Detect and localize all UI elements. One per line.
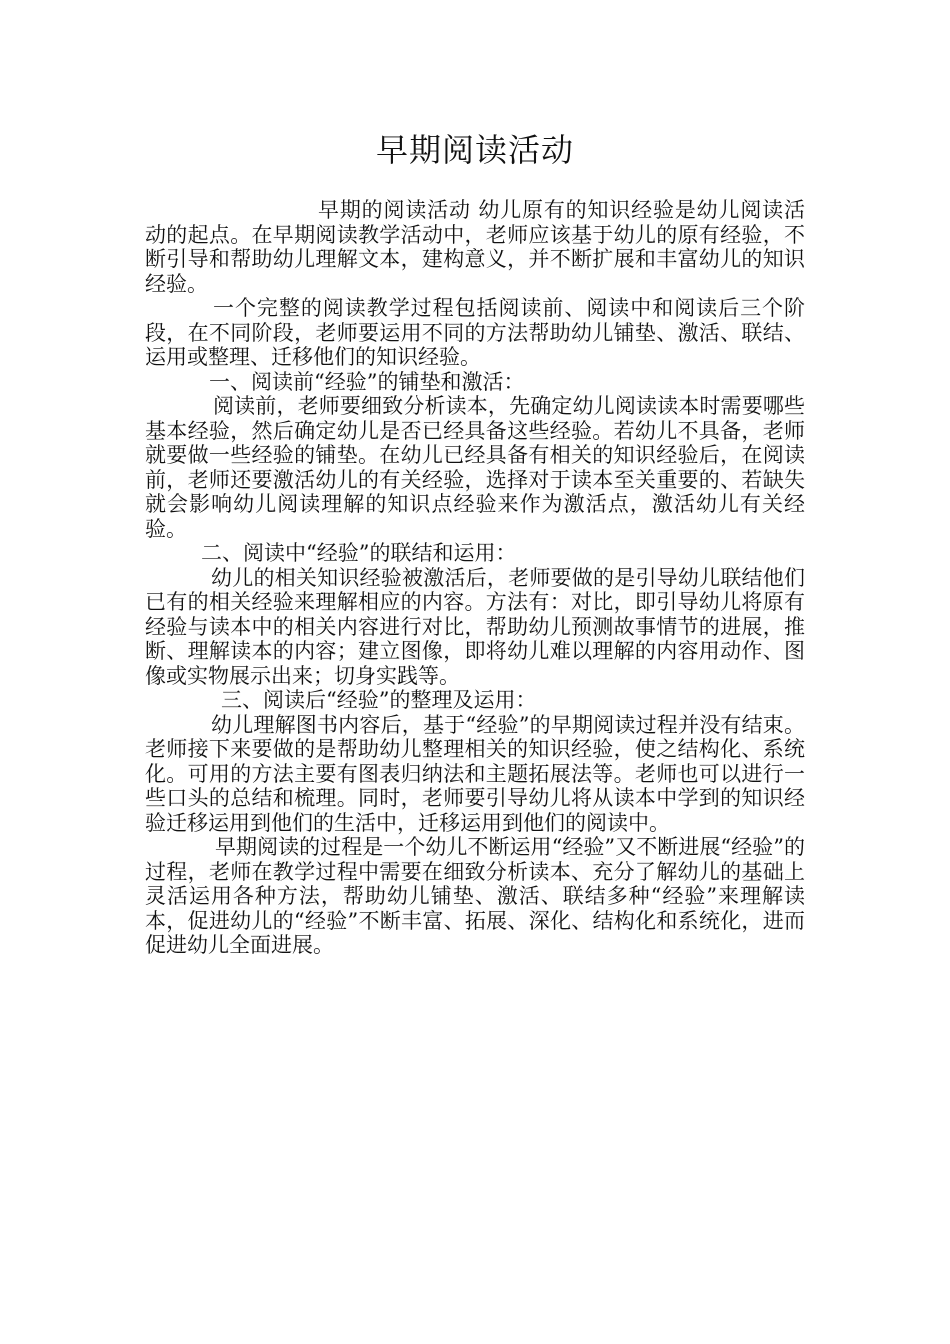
overview-paragraph: 一个完整的阅读教学过程包括阅读前、阅读中和阅读后三个阶段，在不同阶段，老师要运用不同的方法帮助幼儿铺垫、激活、联结、运用或整理、迁移他们的知识经验。 <box>145 296 805 369</box>
during-reading-paragraph: 幼儿的相关知识经验被激活后，老师要做的是引导幼儿联结他们已有的相关经验来理解相应的内容。方法有：对比，即引导幼儿将原有经验与读本中的相关内容进行对比，帮助幼儿预测故事情节的进展，推断、理解读本的内容；建立图像，即将幼儿难以理解的内容用动作、图像或实物展示出来；切身实践等。 <box>145 565 805 688</box>
conclusion-paragraph: 早期阅读的过程是一个幼儿不断运用“经验”又不断进展“经验”的过程，老师在教学过程中需要在细致分析读本、充分了解幼儿的基础上灵活运用各种方法，帮助幼儿铺垫、激活、联结多种“经验”来理解读本，促进幼儿的“经验”不断丰富、拓展、深化、结构化和系统化，进而促进幼儿全面进展。 <box>145 835 805 957</box>
document-title: 早期阅读活动 <box>375 131 574 169</box>
before-reading-paragraph: 阅读前，老师要细致分析读本，先确定幼儿阅读读本时需要哪些基本经验，然后确定幼儿是否已经具备这些经验。若幼儿不具备，老师就要做一些经验的铺垫。在幼儿已经具备有相关的知识经验后，在阅读前，老师还要激活幼儿的有关经验，选择对于读本至关重要的、若缺失就会影响幼儿阅读理解的知识点经验来作为激活点，激活幼儿有关经验。 <box>145 394 805 541</box>
section-heading-during-reading: 二、阅读中“经验”的联结和运用： <box>201 541 517 565</box>
section-heading-before-reading: 一、阅读前“经验”的铺垫和激活： <box>209 369 525 394</box>
document-body <box>145 198 805 958</box>
after-reading-paragraph: 幼儿理解图书内容后，基于“经验”的早期阅读过程并没有结束。老师接下来要做的是帮助幼儿整理相关的知识经验，使之结构化、系统化。可用的方法主要有图表归纳法和主题拓展法等。老师也可以进行一些口头的总结和梳理。同时，老师要引导幼儿将从读本中学到的知识经验迁移运用到他们的生活中，迁移运用到他们的阅读中。 <box>145 712 805 835</box>
intro-paragraph: 早期的阅读活动 幼儿原有的知识经验是幼儿阅读活动的起点。在早期阅读教学活动中，老师应该基于幼儿的原有经验，不断引导和帮助幼儿理解文本，建构意义，并不断扩展和丰富幼儿的知识经验。 <box>145 198 805 296</box>
section-heading-after-reading: 三、阅读后“经验”的整理及运用： <box>221 688 537 712</box>
